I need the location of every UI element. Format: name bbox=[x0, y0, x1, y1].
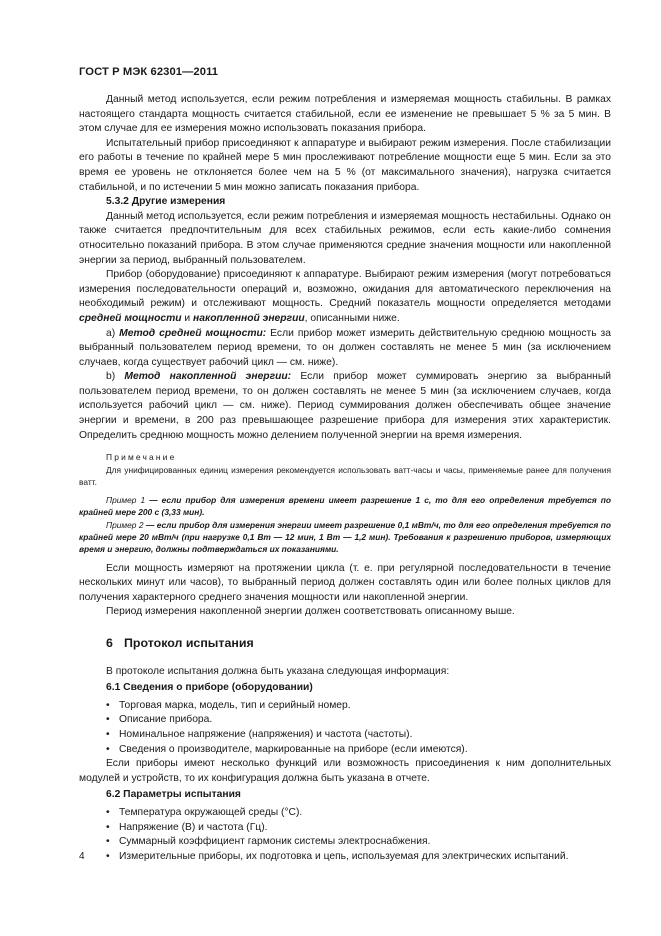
list-item-text: Описание прибора. bbox=[119, 714, 213, 726]
bullet-icon: • bbox=[106, 714, 110, 726]
heading-6-1: 6.1 Сведения о приборе (оборудовании) bbox=[106, 682, 313, 694]
list-item-text: Измерительные приборы, их подготовка и цепь, используемая для электрических испытаний. bbox=[119, 850, 569, 862]
heading-section-6 bbox=[79, 636, 611, 651]
method-b-text: Если прибор может суммировать энергию за выбранный пользователем период времени, то он должен составлять не менее 5 мин (за исключением случаев, когда используется рабочий цикл — см. ниже). Период суммирования должен обеспечивать общее значение энергии и времени, в 200 раз превышающее разрешение прибора для измерения этих характеристик. Определить среднюю мощность можно делением полученной энергии на время измерения. bbox=[79, 371, 611, 441]
list-item bbox=[79, 743, 611, 758]
bullet-icon: • bbox=[106, 806, 110, 818]
note-label: Примечание bbox=[106, 452, 177, 463]
list-test-parameters bbox=[79, 806, 611, 864]
paragraph-connection bbox=[79, 268, 611, 326]
bullet-icon: • bbox=[106, 836, 110, 848]
example-2-label: Пример 2 bbox=[106, 519, 144, 530]
method-b-lead: b) bbox=[106, 371, 125, 383]
list-item-text: Торговая марка, модель, тип и серийный номер. bbox=[119, 699, 351, 711]
list-item-text: Суммарный коэффициент гармоник системы электроснабжения. bbox=[119, 836, 431, 848]
example-1-text: — если прибор для измерения времени имеет разрешение 1 с, то для его определения требуется по крайней мере 200 с (3,33 мин). bbox=[79, 495, 611, 518]
list-item-text: Температура окружающей среды (°С). bbox=[119, 806, 303, 818]
paragraph-stable-method: Данный метод используется, если режим потребления и измеряемая мощность стабильны. В рамках настоящего стандарта мощность считается стабильной, если ее изменение не превышает 5 % за 5 мин. В этом случае для ее измерения можно использовать показания прибора. bbox=[79, 94, 611, 135]
p4-text-a: Прибор (оборудование) присоединяют к аппаратуре. Выбирают режим измерения (могут потребоваться измерения последовательности операций и, возможно, ожидания для автоматического переключения на необходимый режим) и отслеживают мощность. Средний показатель мощности определяется методами bbox=[79, 269, 611, 310]
list-item bbox=[79, 713, 611, 728]
paragraph-cycle: Если мощность измеряют на протяжении цикла (т. е. при регулярной последовательности в течение нескольких минут или часов), то выбранный период должен составлять один или более полных циклов для получения характерного среднего значения мощности или накопленной энергии. bbox=[79, 562, 611, 603]
p4-text-e: , описанными ниже. bbox=[304, 312, 400, 324]
list-item bbox=[79, 728, 611, 743]
list-item bbox=[79, 821, 611, 836]
method-a-text: Если прибор может измерить действительную среднюю мощность за выбранный пользователем период времени, то он должен составлять не менее 5 мин (за исключением случаев, когда существует рабочий цикл — см. ниже). bbox=[79, 327, 611, 368]
example-2 bbox=[79, 519, 611, 556]
list-item bbox=[79, 699, 611, 714]
heading-5-3-2: 5.3.2 Другие измерения bbox=[106, 196, 226, 208]
paragraph-accumulated-period: Период измерения накопленной энергии должен соответствовать описанному выше. bbox=[106, 606, 515, 618]
list-item-text: Номинальное напряжение (напряжения) и частота (частоты). bbox=[119, 728, 413, 740]
note-text: Для унифицированных единиц измерения рекомендуется использовать ватт-часы и часы, применяемые ранее для получения ватт. bbox=[79, 464, 611, 487]
paragraph-unstable-method: Данный метод используется, если режим потребления и измеряемая мощность нестабильны. Однако он также считается предпочтительным для всех стабильных режимов, если есть какие-либо сомнения относительно показаний прибора. В этом случае применяются средние значения мощности или накопленной энергии за период, выбранный пользователем. bbox=[79, 210, 611, 266]
document-body bbox=[79, 93, 611, 864]
heading-6-2: 6.2 Параметры испытания bbox=[106, 789, 241, 801]
bullet-icon: • bbox=[106, 699, 110, 711]
p4-term-average-power: средней мощности bbox=[79, 312, 182, 324]
bullet-icon: • bbox=[106, 728, 110, 740]
list-device-info bbox=[79, 699, 611, 757]
section-6-number: 6 bbox=[106, 636, 113, 650]
paragraph-test-procedure: Испытательный прибор присоединяют к аппаратуре и выбирают режим измерения. После стабилизации его работы в течение по крайней мере 5 мин прослеживают потребление мощности еще 5 мин. Если за это время ее уровень не отклоняется более чем на 5 % (от максимального значения), нагрузка считается стабильной, и по истечении 5 мин можно записать показания прибора. bbox=[79, 137, 611, 193]
bullet-icon: • bbox=[106, 743, 110, 755]
method-b-term: Метод накопленной энергии: bbox=[124, 371, 292, 383]
list-item bbox=[79, 806, 611, 821]
section-6-title: Протокол испытания bbox=[124, 636, 254, 650]
example-2-text: — если прибор для измерения энергии имеет разрешение 0,1 мВт/ч, то для его определения требуется по крайней мере 20 мВт/ч (при нагрузке 0,1 Вт — 12 мин, 1 Вт — 1,2 мин). Требования к разрешению приборов, измеряющих время и энергию, должны подтверждаться их показаниями. bbox=[79, 519, 611, 555]
bullet-icon: • bbox=[106, 821, 110, 833]
list-item-text: Напряжение (В) и частота (Гц). bbox=[119, 821, 268, 833]
list-item bbox=[79, 850, 611, 865]
paragraph-method-b bbox=[79, 370, 611, 443]
page-number: 4 bbox=[79, 851, 85, 862]
p4-term-accumulated-energy: накопленной энергии bbox=[193, 312, 305, 324]
paragraph-report-intro: В протоколе испытания должна быть указана следующая информация: bbox=[106, 665, 450, 677]
paragraph-configuration: Если приборы имеют несколько функций или возможность присоединения к ним дополнительных модулей и устройств, то их конфигурация должна быть указана в отчете. bbox=[79, 758, 611, 784]
list-item-text: Сведения о производителе, маркированные на приборе (если имеются). bbox=[119, 743, 468, 755]
example-1 bbox=[79, 494, 611, 519]
method-a-lead: a) bbox=[106, 327, 120, 339]
running-header: ГОСТ Р МЭК 62301—2011 bbox=[79, 66, 219, 78]
example-1-label: Пример 1 bbox=[106, 495, 146, 506]
paragraph-method-a bbox=[79, 327, 611, 371]
method-a-term: Метод средней мощности: bbox=[119, 327, 267, 339]
p4-text-c: и bbox=[181, 312, 194, 324]
bullet-icon: • bbox=[106, 850, 110, 862]
list-item bbox=[79, 835, 611, 850]
